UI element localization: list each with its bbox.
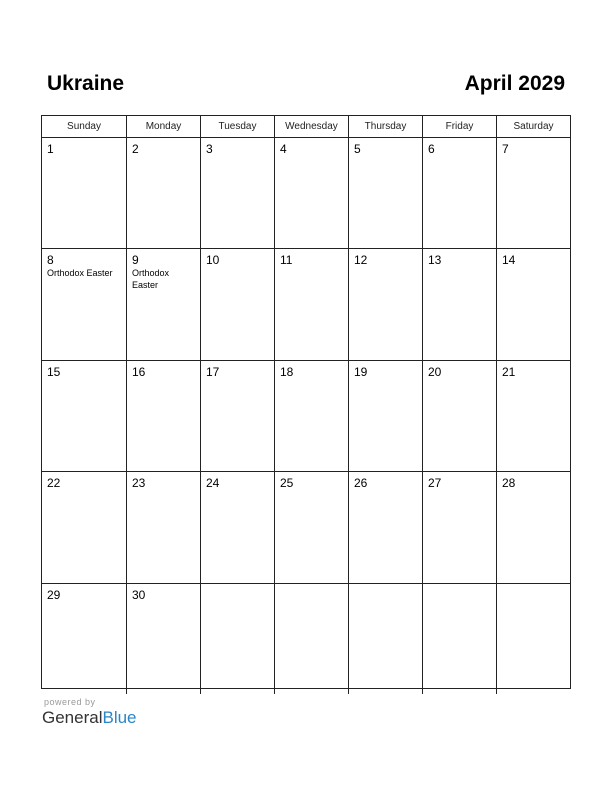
day-cell[interactable]	[497, 472, 570, 582]
day-cell[interactable]	[423, 361, 497, 471]
day-number: 18	[280, 364, 294, 379]
day-number: 12	[354, 253, 368, 268]
day-cell[interactable]	[349, 472, 423, 582]
brand-logo[interactable]	[42, 708, 137, 728]
week-row	[42, 138, 570, 248]
day-number: 3	[206, 142, 213, 156]
day-cell[interactable]	[497, 584, 570, 694]
weekday-monday: Monday	[127, 116, 201, 137]
brand-general: General	[42, 708, 103, 727]
country-title: Ukraine	[47, 72, 125, 95]
day-number: 1	[47, 142, 54, 156]
day-cell[interactable]	[497, 138, 570, 248]
day-cell[interactable]	[201, 472, 275, 582]
day-cell[interactable]	[127, 472, 201, 582]
weekday-sunday: Sunday	[42, 116, 127, 137]
holiday-label: Orthodox Easter	[132, 268, 170, 291]
day-cell[interactable]	[275, 138, 349, 248]
day-number: 2	[132, 142, 139, 156]
day-cell[interactable]	[423, 138, 497, 248]
day-cell[interactable]	[127, 138, 201, 248]
day-cell[interactable]	[42, 361, 127, 471]
day-number: 5	[354, 142, 361, 156]
day-cell[interactable]	[349, 361, 423, 471]
day-cell[interactable]	[497, 249, 570, 359]
day-cell[interactable]	[275, 249, 349, 359]
weekday-thursday: Thursday	[349, 116, 423, 137]
weekday-saturday: Saturday	[513, 121, 554, 132]
day-number: 11	[280, 253, 293, 268]
day-cell[interactable]	[201, 138, 275, 248]
day-number: 4	[280, 142, 287, 156]
day-number: 9	[132, 253, 139, 268]
day-cell[interactable]	[423, 472, 497, 582]
day-number: 13	[428, 253, 442, 268]
day-number: 26	[354, 476, 368, 491]
month-year-title: April 2029	[464, 72, 565, 95]
day-number: 7	[502, 142, 509, 156]
day-number: 14	[502, 253, 516, 268]
day-cell[interactable]	[201, 361, 275, 471]
day-number: 28	[502, 476, 516, 491]
day-cell[interactable]	[127, 361, 201, 471]
day-number: 30	[132, 587, 146, 602]
day-cell[interactable]	[275, 361, 349, 471]
day-number: 24	[206, 476, 220, 491]
day-number: 17	[206, 364, 220, 379]
weekday-header-row	[42, 116, 570, 138]
week-row	[42, 360, 570, 471]
day-cell[interactable]	[42, 472, 127, 582]
day-number: 23	[132, 476, 146, 491]
weekday-friday: Friday	[423, 116, 497, 137]
day-cell[interactable]	[127, 249, 201, 359]
day-cell[interactable]	[127, 584, 201, 694]
day-number: 19	[354, 364, 368, 379]
day-number: 20	[428, 364, 442, 379]
week-row	[42, 471, 570, 582]
week-row	[42, 583, 570, 694]
day-cell[interactable]	[497, 361, 570, 471]
day-cell[interactable]	[42, 138, 127, 248]
day-cell[interactable]	[349, 249, 423, 359]
day-cell[interactable]	[42, 249, 127, 359]
day-cell[interactable]	[42, 584, 127, 694]
day-number: 15	[47, 364, 61, 379]
weekday-tuesday: Tuesday	[201, 116, 275, 137]
day-cell[interactable]	[349, 138, 423, 248]
week-row	[42, 248, 570, 359]
day-cell[interactable]	[423, 249, 497, 359]
day-number: 16	[132, 364, 146, 379]
powered-by-label: powered by	[44, 697, 96, 707]
day-number: 10	[206, 253, 220, 268]
day-cell[interactable]	[349, 584, 423, 694]
day-number: 22	[47, 476, 61, 491]
day-number: 27	[428, 476, 442, 491]
day-number: 21	[502, 364, 516, 379]
brand-blue: Blue	[102, 708, 137, 727]
day-cell[interactable]	[423, 584, 497, 694]
day-number: 8	[47, 253, 54, 268]
weekday-wednesday: Wednesday	[275, 116, 349, 137]
day-number: 25	[280, 476, 294, 491]
day-number: 6	[428, 142, 435, 156]
holiday-label: Orthodox Easter	[47, 268, 113, 279]
day-cell[interactable]	[275, 584, 349, 694]
day-number: 29	[47, 587, 61, 602]
day-cell[interactable]	[201, 249, 275, 359]
day-cell[interactable]	[275, 472, 349, 582]
calendar-grid	[41, 115, 571, 689]
day-cell[interactable]	[201, 584, 275, 694]
